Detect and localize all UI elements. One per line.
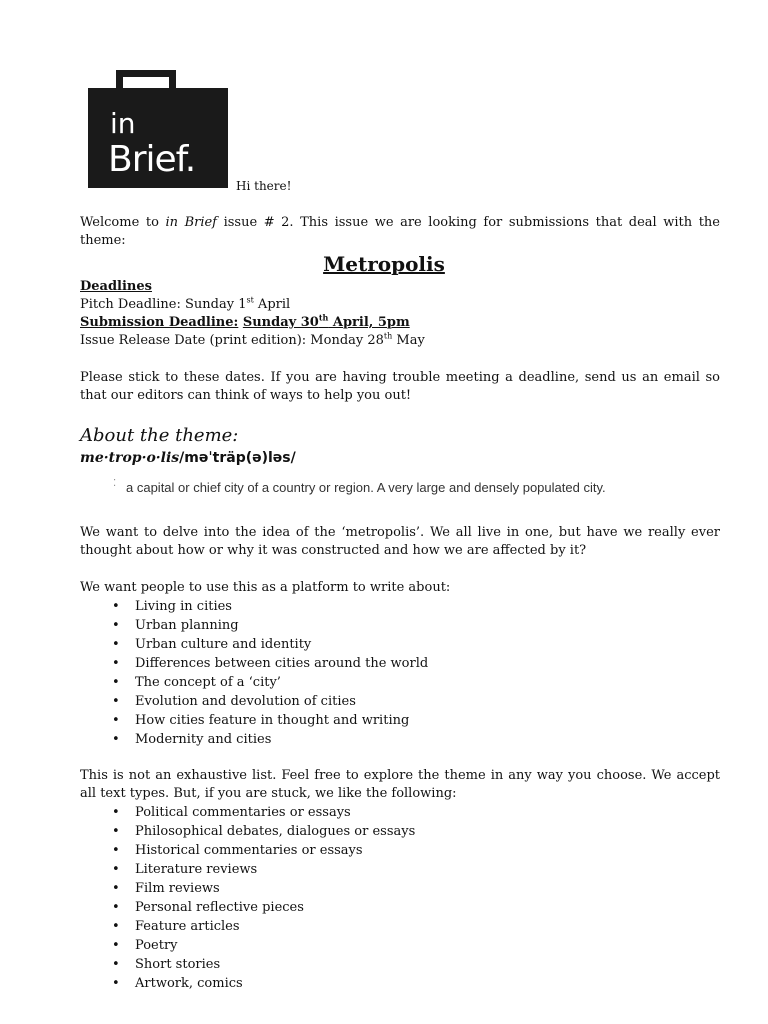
list-item: • Personal reflective pieces [112,898,415,917]
in-brief-logo [88,70,228,188]
definition-marker-icon: ⁚ [113,478,117,489]
publication-name: in Brief [165,215,217,230]
submission-date-main: Sunday 30 [242,315,319,330]
pitch-sup: st [246,295,254,305]
topics-list [112,597,428,749]
submission-sup: th [318,312,329,323]
list-item: • How cities feature in thought and writing [112,711,428,730]
submission-rest: April, 5pm [328,315,410,330]
list-item: • Differences between cities around the world [112,654,428,673]
release-rest: May [392,333,425,348]
text-types-list [112,803,415,993]
pitch-rest: April [253,297,291,312]
list-item: • Political commentaries or essays [112,803,415,822]
submission-deadline [80,314,720,332]
list-item: • Literature reviews [112,860,415,879]
list-item: • Artwork, comics [112,974,415,993]
list-item: • The concept of a ‘city’ [112,673,428,692]
list-item: • Philosophical debates, dialogues or essays [112,822,415,841]
pitch-label: Pitch Deadline: Sunday 1 [80,297,247,312]
logo-text-in: in [110,107,136,140]
definition: a capital or chief city of a country or region. A very large and densely populated city. [126,480,606,495]
release-label: Issue Release Date (print edition): Monday 28 [80,333,384,348]
list-item: • Short stories [112,955,415,974]
pronunciation [80,450,296,466]
list-item: • Urban planning [112,616,428,635]
logo-bag-body [88,88,228,188]
greeting: Hi there! [236,179,292,193]
list-item: • Historical commentaries or essays [112,841,415,860]
list-item: • Feature articles [112,917,415,936]
logo-text-brief: Brief. [108,139,196,180]
list-item: • Modernity and cities [112,730,428,749]
list-item: • Urban culture and identity [112,635,428,654]
pitch-deadline [80,296,720,314]
deadlines-heading: Deadlines [80,279,152,294]
intro-after: issue # 2. This issue we are looking for submissions that deal with the theme: [80,215,720,248]
intro-before: Welcome to [80,215,166,230]
submission-date [242,312,410,330]
intro-paragraph [80,214,720,250]
list-item: • Film reviews [112,879,415,898]
delve-paragraph: We want to delve into the idea of the ‘metropolis’. We all live in one, but have we really ever thought about how or why it was constructed and how we are affected by it? [80,525,720,558]
exhaustive-paragraph: This is not an exhaustive list. Feel free to explore the theme in any way you choose. We accept all text types. But, if you are stuck, we like the following: [80,768,720,801]
stick-to-dates-paragraph: Please stick to these dates. If you are having trouble meeting a deadline, send us an email so that our editors can think of ways to help you out! [80,370,720,403]
submission-label: Submission Deadline: [80,315,239,330]
list-item: • Poetry [112,936,415,955]
platform-intro: We want people to use this as a platform to write about: [80,580,451,595]
release-sup: th [383,331,393,341]
release-date [80,332,720,350]
list-item: • Evolution and devolution of cities [112,692,428,711]
pronunciation-ipa: /məˈträp(ə)ləs/ [179,450,296,466]
theme-title: Metropolis [323,252,445,276]
logo-bag-handle [116,70,176,90]
list-item: • Living in cities [112,597,428,616]
about-theme-heading: About the theme: [80,425,239,446]
pronunciation-word: me·trop·o·lis [80,450,180,466]
